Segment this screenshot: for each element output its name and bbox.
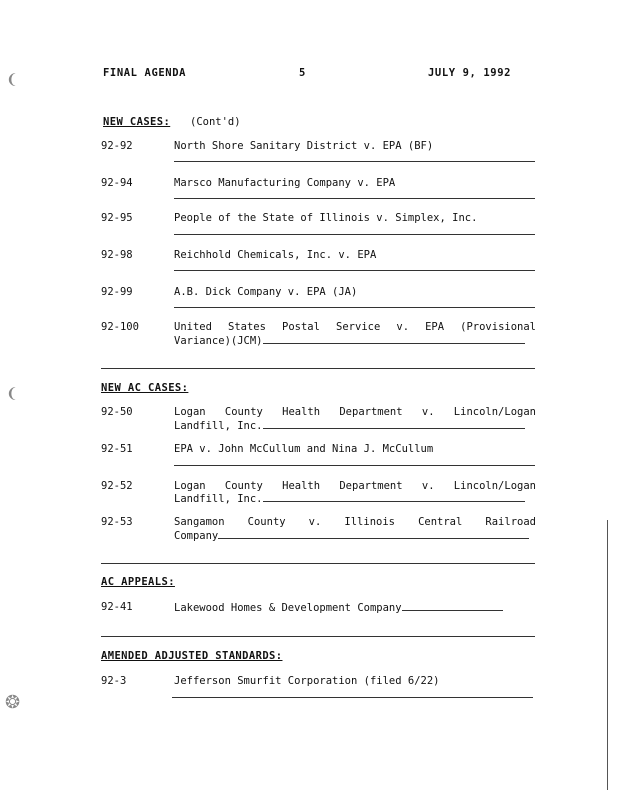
case-title: People of the State of Illinois v. Simplex, Inc. <box>174 212 478 224</box>
section-divider <box>101 563 535 564</box>
section-continued-label: (Cont'd) <box>190 116 241 128</box>
section-title-amended-adjusted-standards: AMENDED ADJUSTED STANDARDS: <box>101 650 283 662</box>
header-title: FINAL AGENDA <box>103 67 187 79</box>
case-rule <box>174 270 535 271</box>
case-title-line1: Logan County Health Department v. Lincoln/Logan <box>174 480 536 492</box>
case-title-line2: Variance)(JCM) <box>174 334 525 348</box>
case-title: Marsco Manufacturing Company v. EPA <box>174 177 396 189</box>
case-number: 92-3 <box>101 675 127 687</box>
scan-mark-icon: ❨ <box>6 72 18 88</box>
scan-smudge-icon: ❂ <box>5 692 21 713</box>
case-number: 92-53 <box>101 516 133 528</box>
case-title-line1: United States Postal Service v. EPA (Provisional <box>174 321 536 333</box>
case-number: 92-92 <box>101 140 133 152</box>
case-title: Reichhold Chemicals, Inc. v. EPA <box>174 249 377 261</box>
section-divider <box>101 368 535 369</box>
case-title-line2: Landfill, Inc. <box>174 419 525 433</box>
case-title-line1: Logan County Health Department v. Lincoln/Logan <box>174 406 536 418</box>
case-number: 92-94 <box>101 177 133 189</box>
section-divider <box>101 636 535 637</box>
header-date: JULY 9, 1992 <box>428 67 512 79</box>
scan-edge-line <box>607 520 608 790</box>
case-title: Lakewood Homes & Development Company <box>174 601 503 615</box>
case-rule <box>174 234 535 235</box>
section-title-new-ac-cases: NEW AC CASES: <box>101 382 189 394</box>
case-number: 92-50 <box>101 406 133 418</box>
case-number: 92-51 <box>101 443 133 455</box>
case-number: 92-98 <box>101 249 133 261</box>
case-title: EPA v. John McCullum and Nina J. McCullum <box>174 443 434 455</box>
case-rule <box>174 465 535 466</box>
case-number: 92-52 <box>101 480 133 492</box>
case-number: 92-95 <box>101 212 133 224</box>
case-title-line2: Landfill, Inc. <box>174 492 525 506</box>
case-title: North Shore Sanitary District v. EPA (BF) <box>174 140 434 152</box>
case-rule <box>174 198 535 199</box>
case-number: 92-99 <box>101 286 133 298</box>
section-title-new-cases: NEW CASES: <box>103 116 171 128</box>
case-rule <box>172 697 533 698</box>
case-number: 92-100 <box>101 321 139 333</box>
scan-mark-icon: ❨ <box>6 386 18 402</box>
case-title-line2: Company <box>174 529 529 543</box>
case-number: 92-41 <box>101 601 133 613</box>
case-rule <box>174 161 535 162</box>
section-title-ac-appeals: AC APPEALS: <box>101 576 175 588</box>
case-rule <box>174 307 535 308</box>
header-page-number: 5 <box>299 67 306 79</box>
case-title-line1: Sangamon County v. Illinois Central Railroad <box>174 516 536 528</box>
case-title: Jefferson Smurfit Corporation (filed 6/22) <box>174 675 440 687</box>
case-title: A.B. Dick Company v. EPA (JA) <box>174 286 358 298</box>
